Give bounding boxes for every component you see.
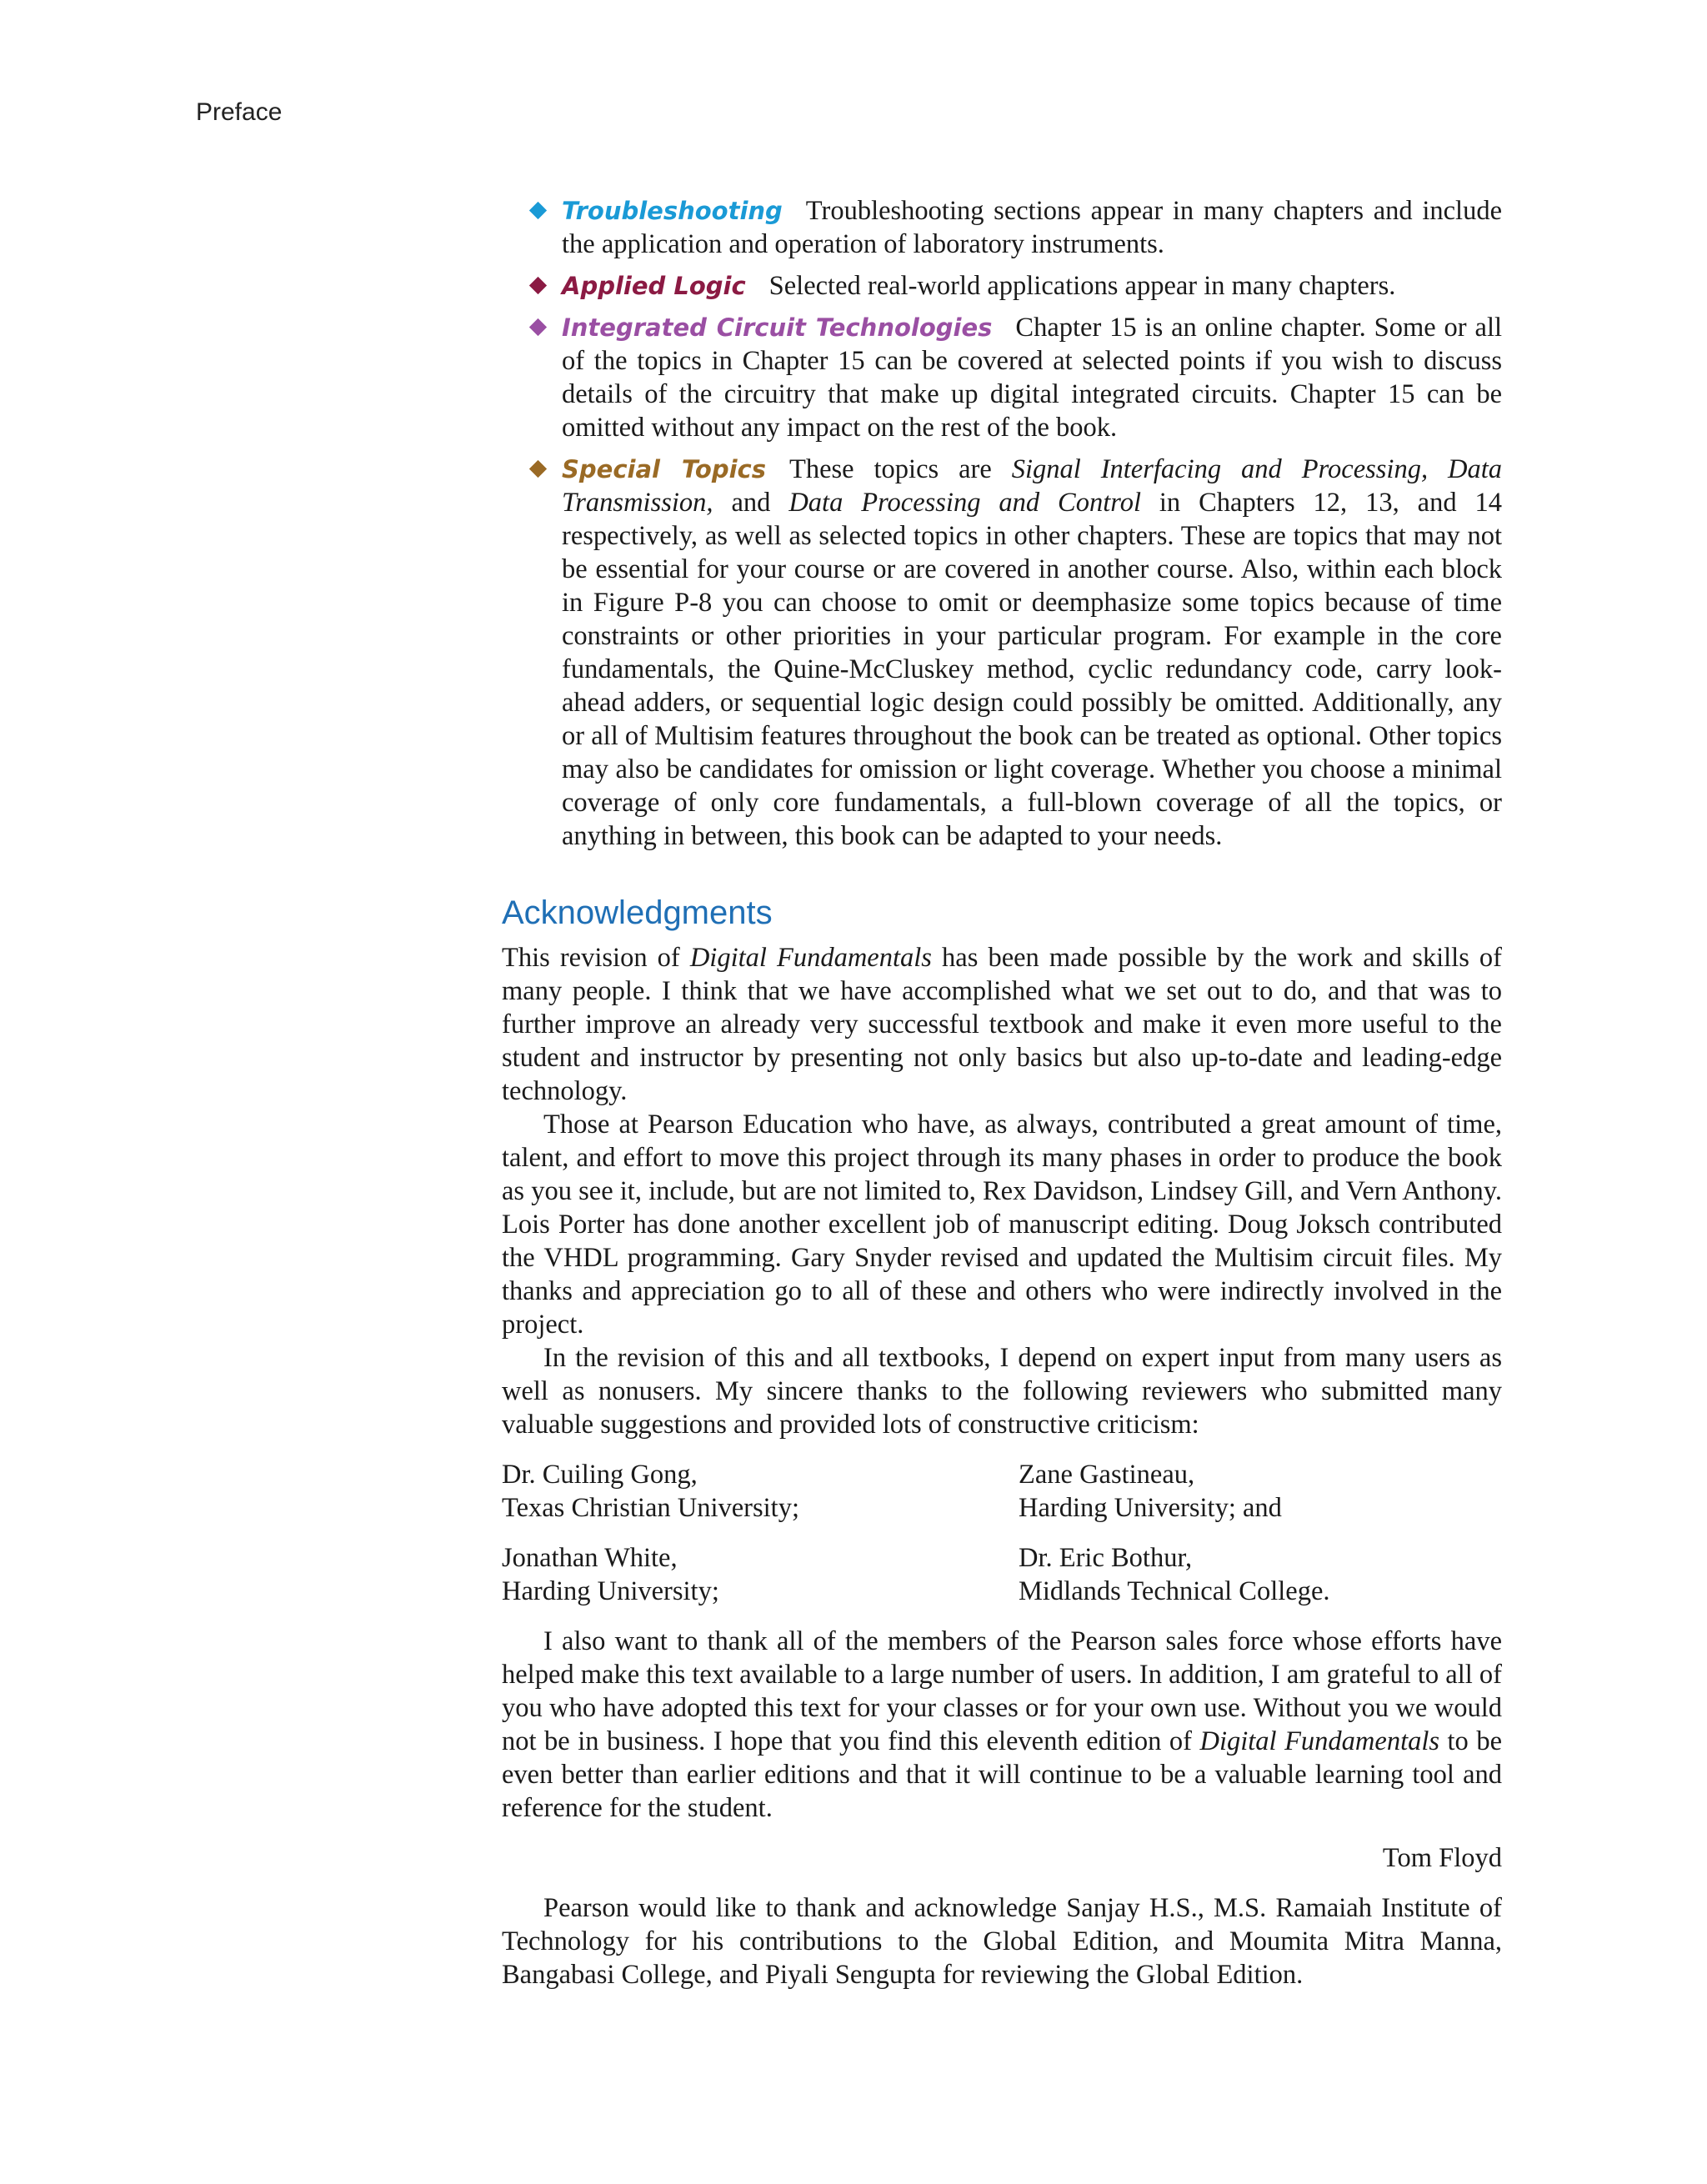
diamond-bullet-icon [529, 277, 547, 294]
book-title: Digital Fundamentals [689, 943, 932, 973]
reviewer-affiliation: Midlands Technical College. [1019, 1576, 1330, 1606]
book-title: Digital Fundamentals [1199, 1726, 1440, 1756]
running-head: Preface [196, 98, 283, 126]
text-run: has been made possible by the work and skills of many people. I think that we have accomplished what we set out to do, and that was to further improve an already very successful textbook and make it even more useful to the student and instructor by presenting not only basics but also up-to-date and leading-edge technology. [502, 943, 1503, 1106]
ack-paragraph-4 [502, 1625, 1502, 1825]
text-run: This revision of [502, 943, 690, 973]
text-run: I also want to thank all of the members of the Pearson sales force whose efforts have helped make this text available to a large number of users. In addition, I am grateful to all of you who have adopted this text for your classes or for your own use. Without you we would not be in business. I hope that you find this eleventh edition of [502, 1626, 1502, 1756]
text-run: to be even better than earlier editions and that it will continue to be a valuable learning tool and reference for the student. [502, 1726, 1502, 1823]
reviewer-entry [1019, 1458, 1502, 1525]
feature-bullet-list [562, 194, 1502, 853]
section-heading: Acknowledgments [502, 894, 773, 931]
reviewer-name: Dr. Cuiling Gong, [502, 1460, 698, 1490]
bullet-applied-logic [562, 269, 1502, 303]
bullet-body: These topics are [788, 454, 1012, 484]
bullet-text [562, 453, 1502, 853]
bullet-text [562, 311, 1502, 444]
reviewer-entry [502, 1541, 1019, 1608]
reviewer-affiliation: Texas Christian University; [502, 1493, 799, 1523]
body-column [502, 194, 1502, 1991]
bullet-text [562, 194, 1502, 261]
author-signature: Tom Floyd [1382, 1843, 1502, 1873]
ack-paragraph-5: Pearson would like to thank and acknowledge Sanjay H.S., M.S. Ramaiah Institute of Technology for his contributions to the Global Edition, and Moumita Mitra Manna, Bangabasi College, and Piyali Sengupta for reviewing the Global Edition. [502, 1893, 1502, 1990]
ack-paragraph-1 [502, 941, 1502, 1108]
diamond-bullet-icon [529, 202, 547, 219]
reviewer-name: Jonathan White, [502, 1543, 678, 1573]
bullet-italic: Data Processing and Control [788, 488, 1141, 518]
ack-paragraph-3: In the revision of this and all textbooks, I depend on expert input from many users as well as nonusers. My sincere thanks to the following reviewers who submitted many valuable suggestions and provided lots of constructive criticism: [502, 1343, 1502, 1440]
ack-paragraph-2: Those at Pearson Education who have, as always, contributed a great amount of time, talent, and effort to move this project through its many phases in order to produce the book as you see it, include, but are not limited to, Rex Davidson, Lindsey Gill, and Vern Anthony. Lois Porter has done another excellent job of manuscript editing. Doug Joksch contributed the VHDL programming. Gary Snyder revised and updated the Multisim circuit files. My thanks and appreciation go to all of these and others who were indirectly involved in the project. [502, 1110, 1502, 1340]
bullet-lead: Integrated Circuit Technologies [562, 313, 993, 342]
bullet-special-topics [562, 453, 1502, 853]
diamond-bullet-icon [529, 318, 547, 336]
bullet-body: Chapter 15 is an online chapter. Some or all of the topics in Chapter 15 can be covered at selected points if you wish to discuss details of the circuitry that make up digital integrated circuits. Chapter 15 can be omitted without any impact on the rest of the book. [562, 313, 1503, 443]
reviewer-entry [1019, 1541, 1502, 1608]
reviewer-affiliation: Harding University; [502, 1576, 719, 1606]
bullet-body: and [713, 488, 789, 518]
bullet-lead: Troubleshooting [562, 197, 783, 225]
bullet-lead: Special Topics [562, 455, 766, 483]
bullet-troubleshooting [562, 194, 1502, 261]
bullet-body: in Chapters 12, 13, and 14 respectively, as well as selected topics in other chapters. These are topics that may not be essential for your course or are covered in another course. Also, within each block in Figure P-8 you can choose to omit or deemphasize some topics because of time constraints or other priorities in your particular program. For example in the core fundamentals, the Quine-McCluskey method, cyclic redundancy code, carry look-ahead adders, or sequential logic design could possibly be omitted. Additionally, any or all of Multisim features throughout the book can be treated as optional. Other topics may also be candidates for omission or light coverage. Whether you choose a minimal coverage of only core fundamentals, a full-blown coverage of all the topics, or anything in between, this book can be adapted to your needs. [562, 488, 1502, 851]
bullet-body: Selected real-world applications appear in many chapters. [768, 271, 1396, 301]
diamond-bullet-icon [529, 460, 547, 478]
reviewer-affiliation: Harding University; and [1019, 1493, 1282, 1523]
bullet-body: Troubleshooting sections appear in many chapters and include the application and operation of laboratory instruments. [562, 196, 1502, 259]
bullet-integrated-circuit-technologies [562, 311, 1502, 444]
reviewer-name: Dr. Eric Bothur, [1019, 1543, 1193, 1573]
reviewer-entry [502, 1458, 1019, 1525]
bullet-text [562, 269, 1502, 303]
bullet-lead: Applied Logic [562, 272, 746, 300]
reviewer-name: Zane Gastineau, [1019, 1460, 1195, 1490]
bullet-italic: Signal Interfacing and Processing, Data Transmission, [562, 454, 1503, 518]
reviewer-list [502, 1458, 1502, 1608]
